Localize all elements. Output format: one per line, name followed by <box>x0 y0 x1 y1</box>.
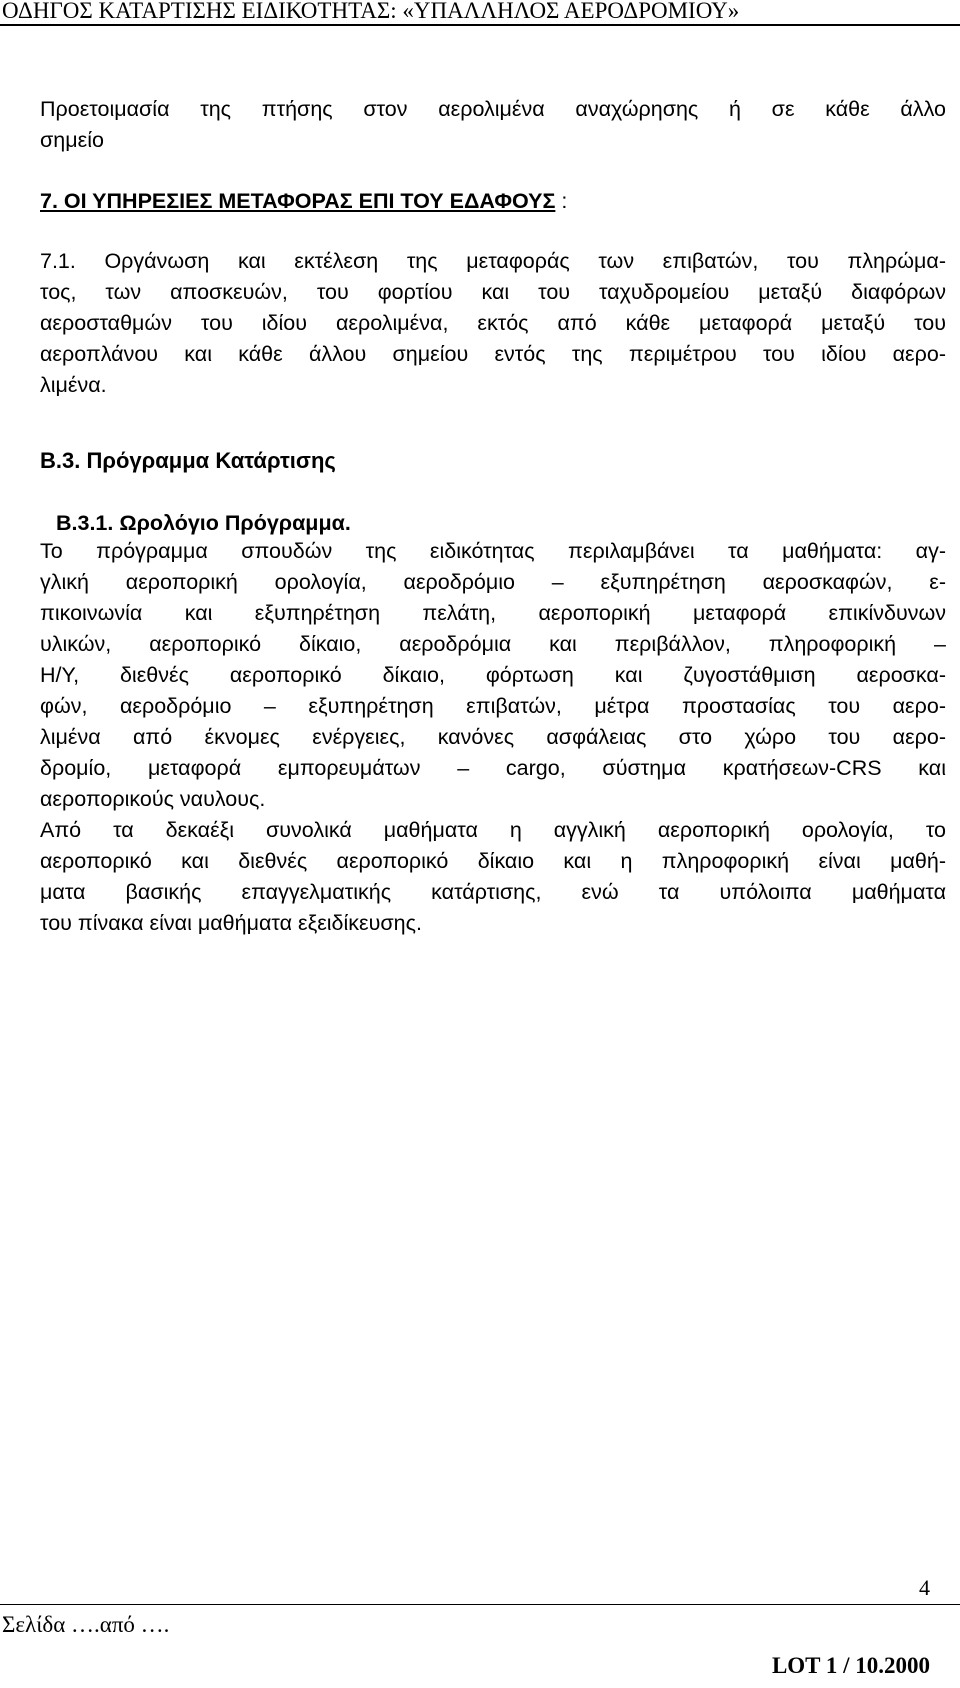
header-title: ΟΔΗΓΟΣ ΚΑΤΑΡΤΙΣΗΣ ΕΙΔΙΚΟΤΗΤΑΣ: «ΥΠΑΛΛΗΛΟΣ ΑΕΡΟΔΡΟΜΙΟΥ» <box>2 0 740 23</box>
intro-line: σημείο <box>40 128 104 152</box>
page-header <box>0 0 960 26</box>
section-b3-heading: Β.3. Πρόγραμμα Κατάρτισης <box>40 448 336 473</box>
lot-label: LOT 1 / 10.2000 <box>771 1653 930 1678</box>
paragraph-line: γλική αεροπορική ορολογία, αεροδρόμιο – εξυπηρέτηση αεροσκαφών, ε- <box>40 570 946 594</box>
paragraph-line: λιμένα από έκνομες ενέργειες, κανόνες ασφάλειας στο χώρο του αερο- <box>40 725 946 749</box>
footer-divider <box>0 1604 960 1605</box>
paragraph-line: Η/Υ, διεθνές αεροπορικό δίκαιο, φόρτωση και ζυγοστάθμιση αεροσκα- <box>40 663 946 687</box>
page-label: Σελίδα ….από …. <box>2 1612 170 1637</box>
section-7-heading-text: 7. ΟΙ ΥΠΗΡΕΣΙΕΣ ΜΕΤΑΦΟΡΑΣ ΕΠΙ ΤΟΥ ΕΔΑΦΟΥΣ <box>40 189 556 213</box>
paragraph-line: πικοινωνία και εξυπηρέτηση πελάτη, αεροπορική μεταφορά επικίνδυνων <box>40 601 946 625</box>
paragraph-line: Από τα δεκαέξι συνολικά μαθήματα η αγγλική αεροπορική ορολογία, το <box>40 818 946 842</box>
paragraph-line: υλικών, αεροπορικό δίκαιο, αεροδρόμια και περιβάλλον, πληροφορική – <box>40 632 946 656</box>
paragraph-line: αεροπλάνου και κάθε άλλου σημείου εντός της περιμέτρου του ιδίου αερο- <box>40 342 946 366</box>
paragraph-line: αεροσταθμών του ιδίου αερολιμένα, εκτός από κάθε μεταφορά μεταξύ του <box>40 311 946 335</box>
section-b3-1-heading: Β.3.1. Ωρολόγιο Πρόγραμμα. <box>56 511 351 535</box>
paragraph-line: λιμένα. <box>40 373 107 397</box>
section-7-1-paragraph <box>40 246 946 401</box>
paragraph-line: τος, των αποσκευών, του φορτίου και του ταχυδρομείου μεταξύ διαφόρων <box>40 280 946 304</box>
page-number: 4 <box>919 1575 930 1600</box>
section-7-heading-suffix: : <box>555 189 568 213</box>
intro-paragraph <box>40 94 946 156</box>
paragraph-line: Το πρόγραμμα σπουδών της ειδικότητας περιλαμβάνει τα μαθήματα: αγ- <box>40 539 946 563</box>
section-b3-1-paragraph-1 <box>40 536 946 815</box>
paragraph-line: του πίνακα είναι μαθήματα εξειδίκευσης. <box>40 911 422 935</box>
section-b3-1-paragraph-2 <box>40 815 946 939</box>
intro-line: Προετοιμασία της πτήσης στον αερολιμένα αναχώρησης ή σε κάθε άλλο <box>40 97 946 121</box>
paragraph-line: 7.1. Οργάνωση και εκτέλεση της μεταφοράς των επιβατών, του πληρώμα- <box>40 249 946 273</box>
paragraph-line: ματα βασικής επαγγελματικής κατάρτισης, ενώ τα υπόλοιπα μαθήματα <box>40 880 946 904</box>
paragraph-line: αεροπορικό και διεθνές αεροπορικό δίκαιο και η πληροφορική είναι μαθή- <box>40 849 946 873</box>
paragraph-line: αεροπορικούς ναυλους. <box>40 787 266 811</box>
paragraph-line: δρομίο, μεταφορά εμπορευμάτων – cargo, σύστημα κρατήσεων-CRS και <box>40 756 946 780</box>
section-7-heading <box>40 186 946 217</box>
paragraph-line: φών, αεροδρόμιο – εξυπηρέτηση επιβατών, μέτρα προστασίας του αερο- <box>40 694 946 718</box>
